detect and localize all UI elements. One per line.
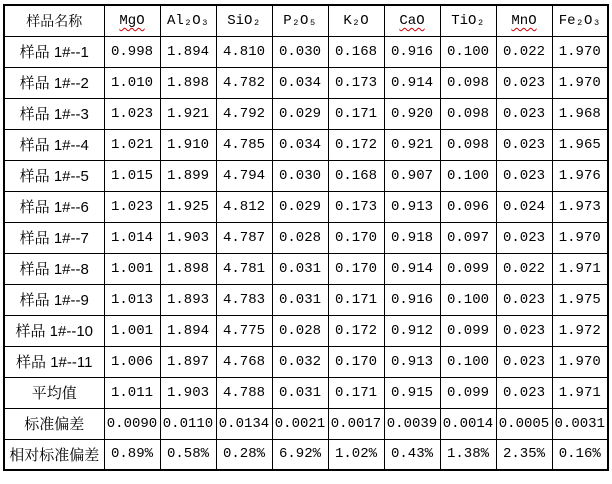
value-cell: 0.031 — [272, 377, 328, 408]
value-cell: 0.912 — [384, 315, 440, 346]
value-cell: 1.013 — [104, 284, 160, 315]
header-cell: SiO₂ — [216, 5, 272, 36]
value-cell: 1.001 — [104, 315, 160, 346]
value-cell: 1.971 — [552, 377, 608, 408]
value-cell: 1.970 — [552, 346, 608, 377]
value-cell: 0.913 — [384, 191, 440, 222]
value-cell: 4.775 — [216, 315, 272, 346]
table-row — [4, 129, 608, 160]
row-label-cell: 平均值 — [4, 377, 104, 408]
value-cell: 0.915 — [384, 377, 440, 408]
row-label-cell: 样品 1#--2 — [4, 67, 104, 98]
table-row — [4, 98, 608, 129]
value-cell: 0.031 — [272, 253, 328, 284]
value-cell: 0.097 — [440, 222, 496, 253]
value-cell: 0.099 — [440, 253, 496, 284]
table-row — [4, 222, 608, 253]
table-row — [4, 253, 608, 284]
header-cell: CaO — [384, 5, 440, 36]
table-row — [4, 315, 608, 346]
header-cell: P₂O₅ — [272, 5, 328, 36]
value-cell: 1.023 — [104, 98, 160, 129]
value-cell: 1.925 — [160, 191, 216, 222]
table-body — [4, 36, 608, 470]
row-label-cell: 样品 1#--11 — [4, 346, 104, 377]
value-cell: 0.099 — [440, 315, 496, 346]
table-row — [4, 346, 608, 377]
value-cell: 0.0005 — [496, 408, 552, 439]
value-cell: 0.100 — [440, 284, 496, 315]
value-cell: 0.023 — [496, 346, 552, 377]
value-cell: 0.168 — [328, 160, 384, 191]
table-row — [4, 377, 608, 408]
value-cell: 0.034 — [272, 129, 328, 160]
value-cell: 1.971 — [552, 253, 608, 284]
value-cell: 0.89% — [104, 439, 160, 470]
value-cell: 4.794 — [216, 160, 272, 191]
value-cell: 0.023 — [496, 67, 552, 98]
value-cell: 0.914 — [384, 67, 440, 98]
value-cell: 1.898 — [160, 67, 216, 98]
table-row — [4, 36, 608, 67]
value-cell: 1.975 — [552, 284, 608, 315]
header-cell: MgO — [104, 5, 160, 36]
value-cell: 0.0014 — [440, 408, 496, 439]
value-cell: 1.894 — [160, 36, 216, 67]
value-cell: 1.014 — [104, 222, 160, 253]
value-cell: 0.173 — [328, 67, 384, 98]
value-cell: 0.023 — [496, 377, 552, 408]
value-cell: 0.171 — [328, 98, 384, 129]
value-cell: 4.787 — [216, 222, 272, 253]
value-cell: 0.16% — [552, 439, 608, 470]
value-cell: 0.030 — [272, 36, 328, 67]
value-cell: 1.011 — [104, 377, 160, 408]
value-cell: 1.894 — [160, 315, 216, 346]
value-cell: 1.965 — [552, 129, 608, 160]
value-cell: 0.022 — [496, 36, 552, 67]
value-cell: 0.168 — [328, 36, 384, 67]
value-cell: 4.785 — [216, 129, 272, 160]
header-cell: Al₂O₃ — [160, 5, 216, 36]
value-cell: 0.098 — [440, 129, 496, 160]
value-cell: 0.100 — [440, 346, 496, 377]
table-row — [4, 160, 608, 191]
value-cell: 1.897 — [160, 346, 216, 377]
value-cell: 0.907 — [384, 160, 440, 191]
row-label-cell: 样品 1#--8 — [4, 253, 104, 284]
row-label-cell: 样品 1#--4 — [4, 129, 104, 160]
value-cell: 1.921 — [160, 98, 216, 129]
value-cell: 0.023 — [496, 222, 552, 253]
value-cell: 4.783 — [216, 284, 272, 315]
value-cell: 0.173 — [328, 191, 384, 222]
row-label-cell: 相对标准偏差 — [4, 439, 104, 470]
value-cell: 1.02% — [328, 439, 384, 470]
value-cell: 0.029 — [272, 98, 328, 129]
value-cell: 4.782 — [216, 67, 272, 98]
value-cell: 0.170 — [328, 346, 384, 377]
value-cell: 1.899 — [160, 160, 216, 191]
value-cell: 1.903 — [160, 377, 216, 408]
value-cell: 0.023 — [496, 98, 552, 129]
value-cell: 1.968 — [552, 98, 608, 129]
value-cell: 0.032 — [272, 346, 328, 377]
value-cell: 0.914 — [384, 253, 440, 284]
value-cell: 0.098 — [440, 98, 496, 129]
value-cell: 0.029 — [272, 191, 328, 222]
value-cell: 0.028 — [272, 222, 328, 253]
value-cell: 0.022 — [496, 253, 552, 284]
row-label-cell: 样品 1#--10 — [4, 315, 104, 346]
value-cell: 0.028 — [272, 315, 328, 346]
value-cell: 0.099 — [440, 377, 496, 408]
value-cell: 0.58% — [160, 439, 216, 470]
value-cell: 0.43% — [384, 439, 440, 470]
value-cell: 0.023 — [496, 160, 552, 191]
row-label-cell: 样品 1#--1 — [4, 36, 104, 67]
value-cell: 1.023 — [104, 191, 160, 222]
value-cell: 0.0039 — [384, 408, 440, 439]
value-cell: 0.100 — [440, 36, 496, 67]
row-label-cell: 标准偏差 — [4, 408, 104, 439]
value-cell: 1.976 — [552, 160, 608, 191]
value-cell: 0.0090 — [104, 408, 160, 439]
table-row — [4, 191, 608, 222]
value-cell: 1.972 — [552, 315, 608, 346]
sample-composition-table — [3, 4, 609, 471]
value-cell: 0.171 — [328, 284, 384, 315]
value-cell: 1.010 — [104, 67, 160, 98]
row-label-cell: 样品 1#--9 — [4, 284, 104, 315]
value-cell: 0.921 — [384, 129, 440, 160]
value-cell: 0.100 — [440, 160, 496, 191]
value-cell: 0.28% — [216, 439, 272, 470]
value-cell: 1.898 — [160, 253, 216, 284]
value-cell: 0.172 — [328, 129, 384, 160]
value-cell: 0.023 — [496, 129, 552, 160]
value-cell: 1.015 — [104, 160, 160, 191]
value-cell: 0.030 — [272, 160, 328, 191]
value-cell: 0.172 — [328, 315, 384, 346]
value-cell: 1.970 — [552, 36, 608, 67]
value-cell: 1.910 — [160, 129, 216, 160]
value-cell: 4.781 — [216, 253, 272, 284]
header-cell: K₂O — [328, 5, 384, 36]
value-cell: 1.903 — [160, 222, 216, 253]
value-cell: 6.92% — [272, 439, 328, 470]
header-cell: TiO₂ — [440, 5, 496, 36]
value-cell: 0.0134 — [216, 408, 272, 439]
value-cell: 1.973 — [552, 191, 608, 222]
value-cell: 0.998 — [104, 36, 160, 67]
value-cell: 0.170 — [328, 253, 384, 284]
header-cell: Fe₂O₃ — [552, 5, 608, 36]
value-cell: 0.916 — [384, 36, 440, 67]
value-cell: 0.171 — [328, 377, 384, 408]
value-cell: 1.021 — [104, 129, 160, 160]
value-cell: 0.0017 — [328, 408, 384, 439]
value-cell: 0.916 — [384, 284, 440, 315]
value-cell: 4.812 — [216, 191, 272, 222]
row-label-cell: 样品 1#--6 — [4, 191, 104, 222]
value-cell: 0.920 — [384, 98, 440, 129]
value-cell: 4.792 — [216, 98, 272, 129]
table-row — [4, 67, 608, 98]
value-cell: 0.0021 — [272, 408, 328, 439]
value-cell: 1.38% — [440, 439, 496, 470]
value-cell: 0.170 — [328, 222, 384, 253]
row-label-cell: 样品 1#--5 — [4, 160, 104, 191]
value-cell: 0.0031 — [552, 408, 608, 439]
value-cell: 1.970 — [552, 67, 608, 98]
value-cell: 0.031 — [272, 284, 328, 315]
value-cell: 0.034 — [272, 67, 328, 98]
table-row — [4, 408, 608, 439]
value-cell: 0.913 — [384, 346, 440, 377]
value-cell: 0.0110 — [160, 408, 216, 439]
value-cell: 0.023 — [496, 315, 552, 346]
row-label-cell: 样品 1#--7 — [4, 222, 104, 253]
value-cell: 0.023 — [496, 284, 552, 315]
value-cell: 1.001 — [104, 253, 160, 284]
header-cell-sample-name: 样品名称 — [4, 5, 104, 36]
value-cell: 0.024 — [496, 191, 552, 222]
value-cell: 0.096 — [440, 191, 496, 222]
value-cell: 1.970 — [552, 222, 608, 253]
table-row — [4, 439, 608, 470]
value-cell: 1.006 — [104, 346, 160, 377]
row-label-cell: 样品 1#--3 — [4, 98, 104, 129]
value-cell: 0.098 — [440, 67, 496, 98]
value-cell: 4.768 — [216, 346, 272, 377]
value-cell: 4.788 — [216, 377, 272, 408]
value-cell: 0.918 — [384, 222, 440, 253]
value-cell: 4.810 — [216, 36, 272, 67]
value-cell: 2.35% — [496, 439, 552, 470]
value-cell: 1.893 — [160, 284, 216, 315]
table-row — [4, 284, 608, 315]
header-row — [4, 5, 608, 36]
header-cell: MnO — [496, 5, 552, 36]
